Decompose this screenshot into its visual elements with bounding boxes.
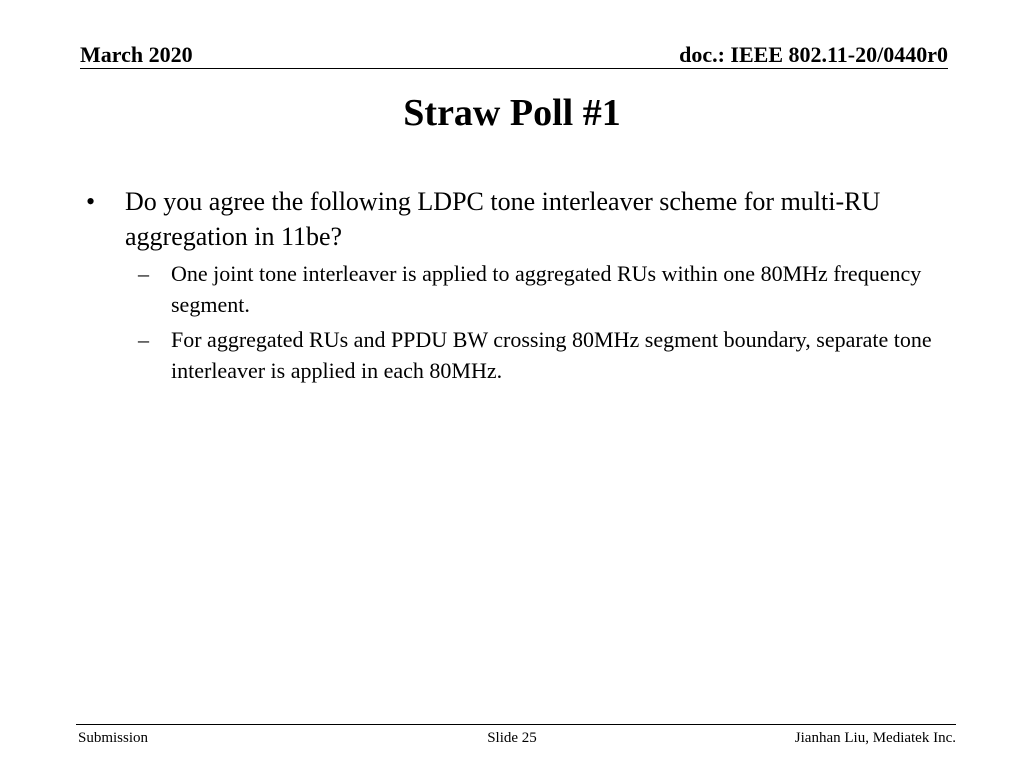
header-doc-id: doc.: IEEE 802.11-20/0440r0 <box>679 42 948 67</box>
slide-header <box>80 40 948 70</box>
bullet-item <box>86 184 946 254</box>
footer-slide-number: Slide 25 <box>487 730 537 746</box>
header-date: March 2020 <box>80 42 193 67</box>
sub-bullet-text: One joint tone interleaver is applied to aggregated RUs within one 80MHz frequency segment. <box>171 261 922 317</box>
sub-bullet-marker: – <box>138 261 149 286</box>
footer-submission: Submission <box>78 730 149 746</box>
sub-bullet-item <box>138 258 946 320</box>
bullet-marker: • <box>86 187 96 216</box>
sub-bullet-text: For aggregated RUs and PPDU BW crossing 80MHz segment boundary, separate tone interleaver is applied in each 80MHz. <box>171 327 932 383</box>
footer-divider <box>76 724 956 725</box>
slide-title: Straw Poll #1 <box>403 92 621 134</box>
sub-bullet-marker: – <box>138 327 149 352</box>
bullet-text: Do you agree the following LDPC tone interleaver scheme for multi-RU aggregation in 11be? <box>125 187 881 251</box>
footer-author: Jianhan Liu, Mediatek Inc. <box>794 730 956 746</box>
sub-bullet-item <box>138 324 946 386</box>
slide-body <box>86 184 946 386</box>
header-divider <box>80 68 948 69</box>
